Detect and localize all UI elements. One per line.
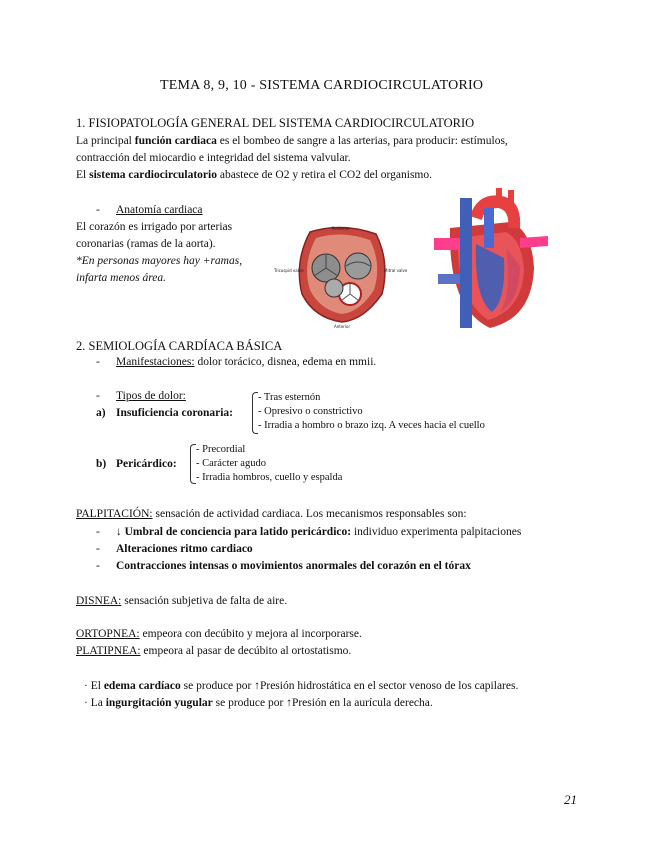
page-number: 21: [564, 792, 577, 807]
paragraph-1: La principal función cardiaca es el bombeo de sangre a las arterias, para producir: estímulos,: [76, 135, 508, 147]
heart-anatomy-illustration: [420, 188, 552, 336]
item-a-detail-3: - Irradia a hombro o brazo izq. A veces hacia el cuello: [258, 420, 485, 431]
anatomy-line-2: coronarias (ramas de la aorta).: [76, 238, 216, 250]
item-a-detail-2: - Opresivo o constrictivo: [258, 406, 363, 417]
anatomy-note-2: infarta menos área.: [76, 272, 166, 284]
palpitation-item-3: Contracciones intensas o movimientos anormales del corazón en el tórax: [116, 560, 471, 572]
item-b-label: b): [96, 458, 107, 470]
palpitation-item-2: Alteraciones ritmo cardiaco: [116, 543, 253, 555]
paragraph-1-cont: contracción del miocardio e integridad del sistema valvular.: [76, 152, 351, 164]
item-a-label: a): [96, 407, 106, 419]
fig-label-bottom: Anterior: [334, 324, 351, 329]
bullet-dash: -: [96, 204, 100, 216]
fig-label-left: Tricuspid valve: [274, 268, 304, 273]
item-b-text: Pericárdico:: [116, 458, 177, 470]
anatomy-note-1: *En personas mayores hay +ramas,: [76, 255, 243, 267]
jugular-line: · La ingurgitación yugular se produce por ↑Presión en la aurícula derecha.: [84, 697, 433, 709]
platypnea-line: PLATIPNEA: empeora al pasar de decúbito al ortostatismo.: [76, 645, 352, 657]
heart-valves-illustration: [272, 222, 412, 330]
section-2-heading: 2. SEMIOLOGÍA CARDÍACA BÁSICA: [76, 339, 283, 353]
manifestaciones-line: Manifestaciones: dolor torácico, disnea, edema en mmii.: [116, 356, 377, 368]
item-a-text: Insuficiencia coronaria:: [116, 407, 234, 419]
orthopnea-line: ORTOPNEA: empeora con decúbito y mejora al incorporarse.: [76, 628, 362, 640]
palpitation-item-1: ↓ Umbral de conciencia para latido pericárdico: individuo experimenta palpitaciones: [116, 526, 522, 538]
bullet-dash: -: [96, 356, 100, 368]
pain-types-label: Tipos de dolor:: [116, 390, 186, 402]
bullet-dash: -: [96, 543, 100, 555]
item-b-detail-2: - Carácter agudo: [196, 458, 266, 469]
section-1-heading: 1. FISIOPATOLOGÍA GENERAL DEL SISTEMA CARDIOCIRCULATORIO: [76, 116, 475, 130]
anatomy-line-1: El corazón es irrigado por arterias: [76, 221, 233, 233]
bullet-dash: -: [96, 526, 100, 538]
anatomy-label: Anatomía cardiaca: [116, 204, 203, 216]
fig-label-right: Mitral valve: [384, 268, 408, 273]
bullet-dash: -: [96, 560, 100, 572]
edema-line: · El edema cardíaco se produce por ↑Presión hidrostática en el sector venoso de los capilares.: [84, 680, 519, 692]
bullet-dash: -: [96, 390, 100, 402]
palpitation-line: PALPITACIÓN: sensación de actividad cardiaca. Los mecanismos responsables son:: [76, 508, 467, 520]
paragraph-2: El sistema cardiocirculatorio abastece de O2 y retira el CO2 del organismo.: [76, 169, 432, 181]
page-title: TEMA 8, 9, 10 - SISTEMA CARDIOCIRCULATORIO: [160, 78, 484, 93]
item-a-detail-1: - Tras esternón: [258, 392, 321, 403]
item-b-detail-3: - Irradia hombros, cuello y espalda: [196, 472, 343, 483]
fig-label-top: Posterior: [332, 226, 350, 231]
item-b-detail-1: - Precordial: [196, 444, 246, 455]
dyspnea-line: DISNEA: sensación subjetiva de falta de aire.: [76, 595, 288, 607]
